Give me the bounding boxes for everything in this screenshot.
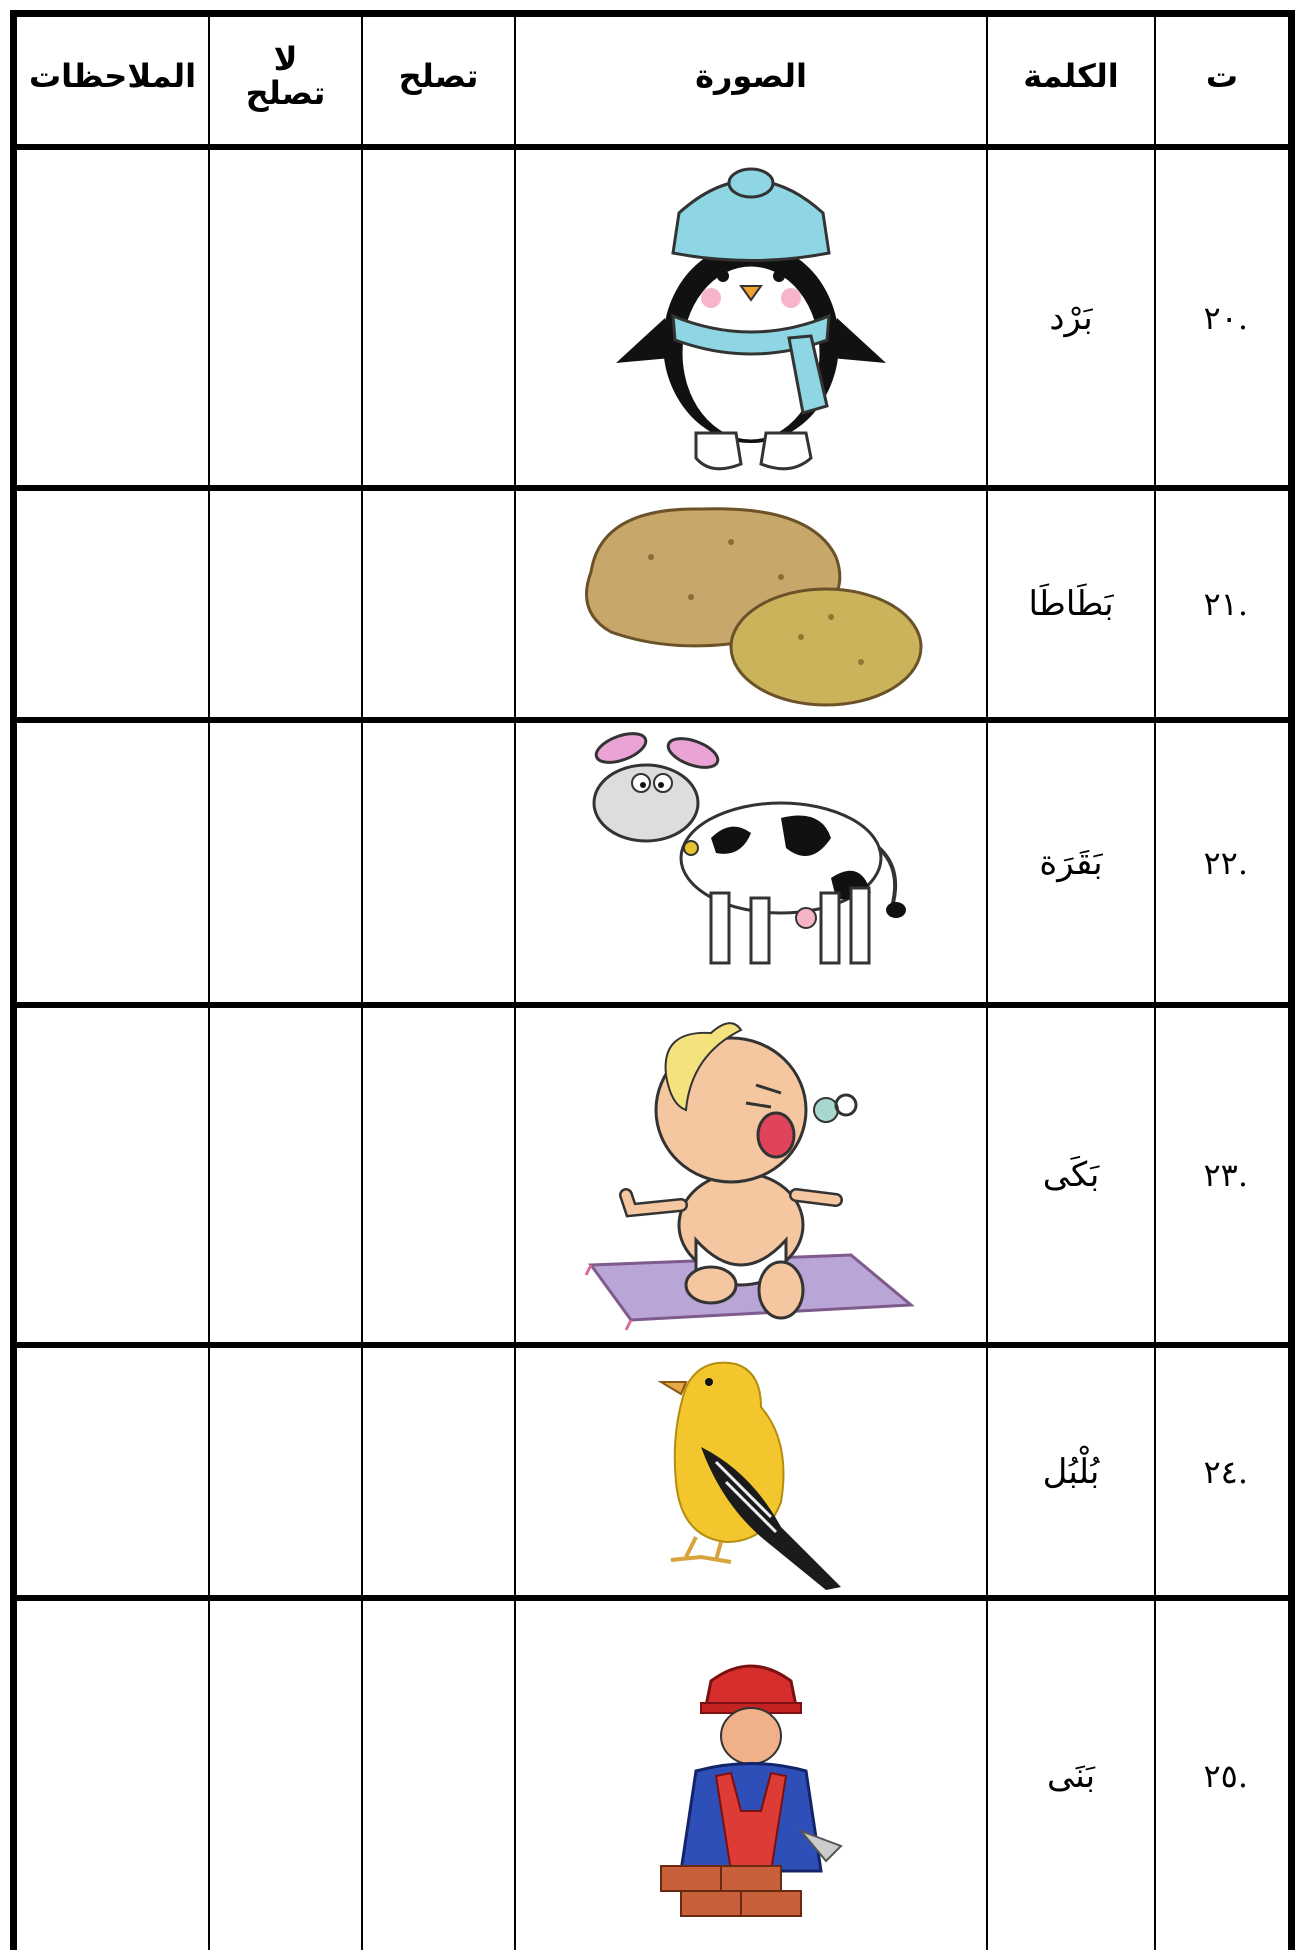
picture-cell bbox=[514, 723, 986, 1002]
picture-cell bbox=[514, 150, 986, 485]
suitable-header: تصلح bbox=[398, 57, 479, 96]
notes-cell bbox=[17, 1008, 208, 1342]
word-text: بَرْد bbox=[1049, 297, 1093, 338]
not-suitable-header: لا تصلح bbox=[245, 40, 326, 112]
not-suitable-cell bbox=[208, 1348, 361, 1595]
table-row bbox=[10, 723, 1295, 1008]
suitable-cell bbox=[361, 1008, 514, 1342]
row-number: .٢١ bbox=[1203, 585, 1248, 623]
suitable-cell bbox=[361, 491, 514, 717]
row-number: .٢٠ bbox=[1203, 298, 1248, 337]
row-number: .٢٣ bbox=[1203, 1156, 1248, 1194]
row-number: .٢٤ bbox=[1203, 1452, 1248, 1491]
word-cell bbox=[986, 1601, 1154, 1950]
word-cell bbox=[986, 723, 1154, 1002]
notes-cell bbox=[17, 491, 208, 717]
row-number: .٢٥ bbox=[1203, 1756, 1248, 1795]
bricklayer-illustration bbox=[641, 1661, 861, 1931]
number-cell bbox=[1154, 1008, 1288, 1342]
word-text: بَطَاطَا bbox=[1028, 584, 1114, 624]
suitable-cell bbox=[361, 1348, 514, 1595]
notes-cell bbox=[17, 1601, 208, 1950]
crying-baby-illustration bbox=[571, 1015, 931, 1335]
word-cell bbox=[986, 1008, 1154, 1342]
suitable-header-cell bbox=[361, 10, 514, 144]
table-row bbox=[10, 1348, 1295, 1601]
word-text: بَكَى bbox=[1042, 1155, 1100, 1195]
picture-cell bbox=[514, 1348, 986, 1595]
word-header-cell bbox=[986, 10, 1154, 144]
not-suitable-cell bbox=[208, 723, 361, 1002]
number-cell bbox=[1154, 1601, 1288, 1950]
penguin-illustration bbox=[601, 158, 901, 478]
word-header: الكلمة bbox=[1023, 57, 1119, 96]
notes-cell bbox=[17, 723, 208, 1002]
number-cell bbox=[1154, 491, 1288, 717]
table-row bbox=[10, 150, 1295, 491]
notes-cell bbox=[17, 1348, 208, 1595]
number-header: ت bbox=[1205, 57, 1239, 96]
word-cell bbox=[986, 491, 1154, 717]
number-cell bbox=[1154, 150, 1288, 485]
table-row bbox=[10, 1008, 1295, 1348]
word-text: بَقَرَة bbox=[1039, 842, 1103, 883]
not-suitable-cell bbox=[208, 1008, 361, 1342]
not-suitable-cell bbox=[208, 491, 361, 717]
suitable-cell bbox=[361, 150, 514, 485]
table-row bbox=[10, 491, 1295, 723]
not-suitable-cell bbox=[208, 1601, 361, 1950]
word-text: بَنَى bbox=[1046, 1755, 1096, 1796]
suitable-cell bbox=[361, 1601, 514, 1950]
picture-header: الصورة bbox=[695, 57, 807, 96]
cow-illustration bbox=[581, 728, 921, 998]
word-cell bbox=[986, 1348, 1154, 1595]
picture-cell bbox=[514, 1008, 986, 1342]
number-header-cell bbox=[1154, 10, 1288, 144]
word-table bbox=[10, 10, 1295, 1950]
header-row bbox=[10, 10, 1295, 150]
not-suitable-header-cell bbox=[208, 10, 361, 144]
potatoes-illustration bbox=[571, 497, 931, 712]
word-text: بُلْبُل bbox=[1042, 1451, 1100, 1492]
picture-header-cell bbox=[514, 10, 986, 144]
table-row bbox=[10, 1601, 1295, 1950]
not-suitable-cell bbox=[208, 150, 361, 485]
notes-header: الملاحظات bbox=[28, 57, 197, 96]
picture-cell bbox=[514, 491, 986, 717]
picture-cell bbox=[514, 1601, 986, 1950]
yellow-bird-illustration bbox=[641, 1352, 861, 1592]
word-cell bbox=[986, 150, 1154, 485]
row-number: .٢٢ bbox=[1203, 843, 1248, 882]
suitable-cell bbox=[361, 723, 514, 1002]
number-cell bbox=[1154, 723, 1288, 1002]
notes-cell bbox=[17, 150, 208, 485]
notes-header-cell bbox=[17, 10, 208, 144]
number-cell bbox=[1154, 1348, 1288, 1595]
